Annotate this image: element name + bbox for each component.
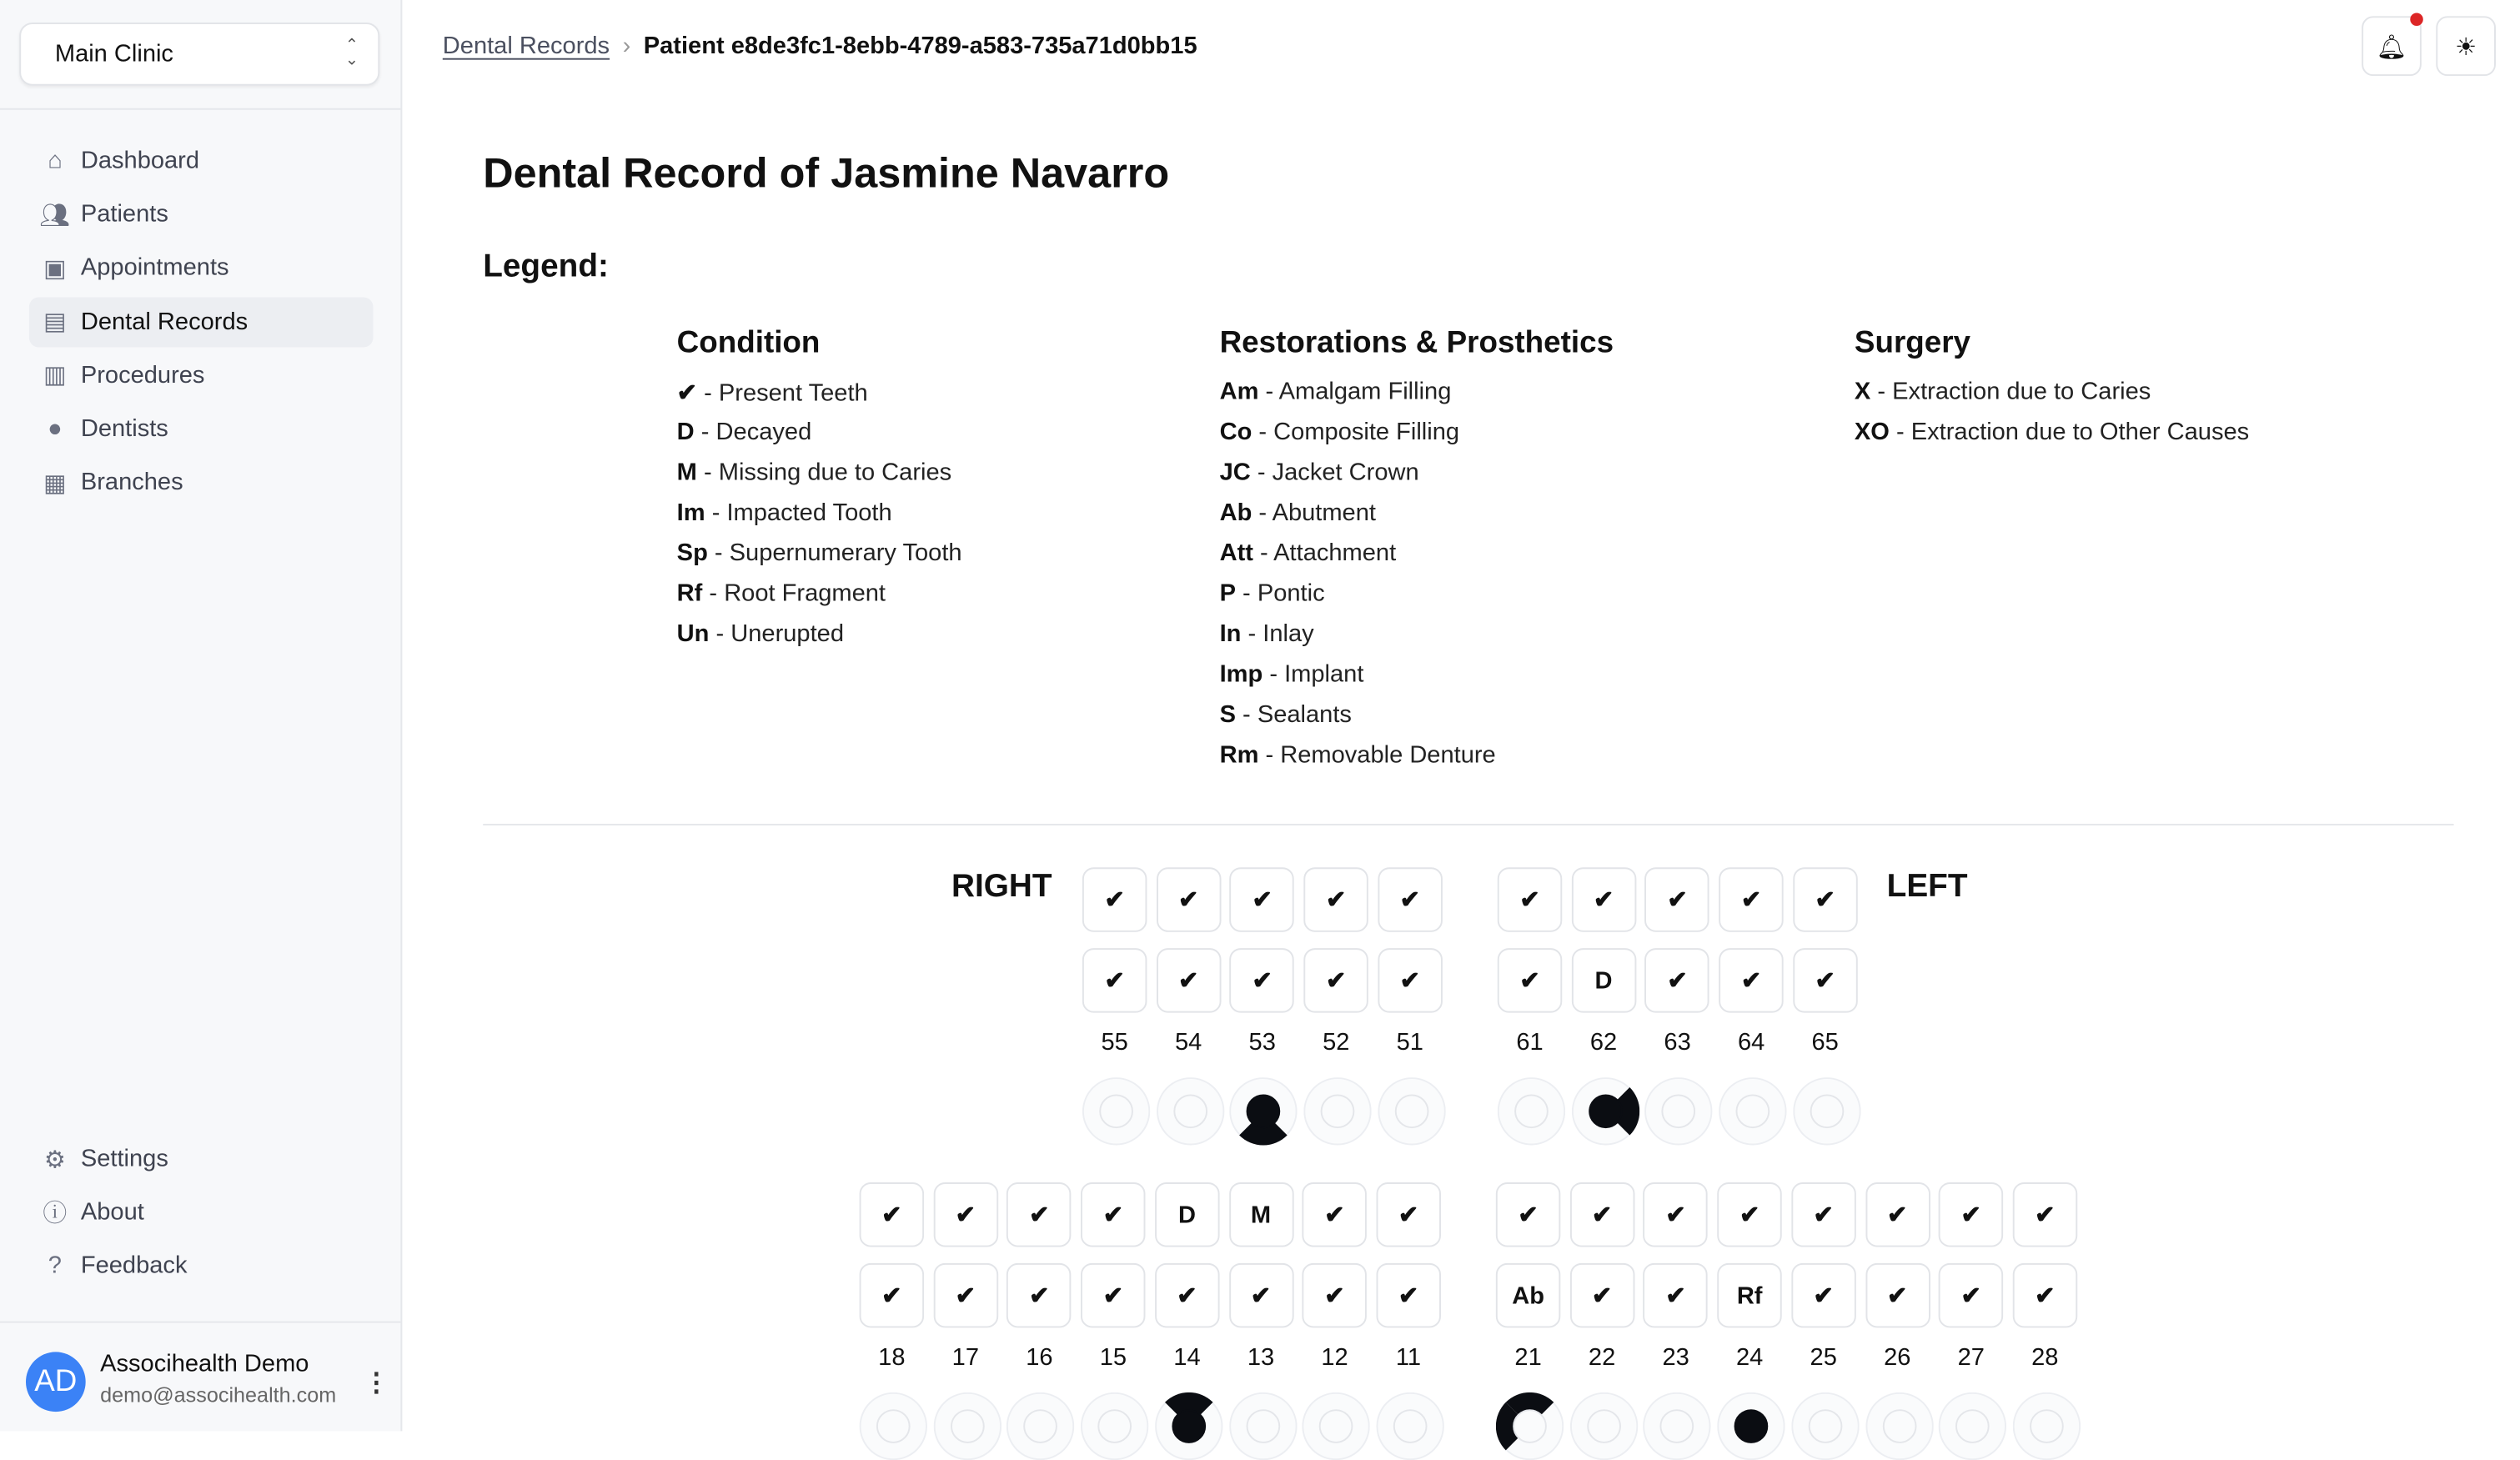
tooth-restoration-box[interactable]: ✔ — [1645, 948, 1709, 1012]
surface-center[interactable] — [1810, 1095, 1843, 1127]
legend-description: Extraction due to Other Causes — [1910, 418, 2250, 446]
tooth-status-box[interactable]: ✔ — [1303, 1182, 1367, 1247]
tooth-surface-diagram[interactable] — [1498, 1077, 1565, 1145]
legend-code: Sp — [676, 539, 708, 567]
tooth-status-box[interactable]: ✔ — [1793, 867, 1857, 931]
tooth-number: 17 — [951, 1343, 980, 1372]
tooth-status-box[interactable]: ✔ — [1865, 1182, 1929, 1247]
legend-code: Imp — [1219, 660, 1263, 689]
sidebar-item-dashboard[interactable] — [29, 136, 374, 186]
legend-code: XO — [1854, 418, 1890, 446]
legend-item: Rf - Root Fragment — [676, 579, 886, 608]
tooth-25 — [1791, 1182, 1855, 1460]
breadcrumb-current: Patient e8de3fc1-8ebb-4789-a583-735a71d0bb15 — [643, 32, 1197, 60]
sidebar — [0, 0, 402, 1431]
tooth-status-box[interactable]: ✔ — [1156, 867, 1220, 931]
tooth-restoration-box[interactable]: ✔ — [1007, 1263, 1072, 1327]
sidebar-item-feedback[interactable] — [29, 1241, 374, 1291]
tooth-number: 52 — [1323, 1028, 1350, 1056]
tooth-status-box[interactable]: ✔ — [1644, 1182, 1708, 1247]
tooth-17 — [933, 1182, 997, 1460]
legend-code: M — [676, 459, 697, 487]
tooth-status-box[interactable]: ✔ — [1791, 1182, 1855, 1247]
tooth-restoration-box[interactable]: ✔ — [2013, 1263, 2077, 1327]
tooth-surface-diagram[interactable] — [1303, 1392, 1370, 1460]
divider — [0, 108, 400, 110]
sidebar-item-about[interactable] — [29, 1187, 374, 1237]
notification-dot — [2410, 13, 2422, 25]
document-icon: ▤ — [43, 309, 67, 337]
legend-code: Rf — [676, 579, 703, 608]
tooth-24 — [1717, 1182, 1781, 1460]
surface-center[interactable] — [1174, 1095, 1207, 1127]
left-side-label: LEFT — [1886, 869, 1968, 905]
legend-heading: Restorations & Prosthetics — [1219, 326, 1614, 360]
building-icon: ▦ — [43, 469, 67, 498]
tooth-23 — [1644, 1182, 1708, 1460]
surface-center[interactable] — [1809, 1410, 1841, 1442]
tooth-number: 24 — [1736, 1343, 1764, 1372]
sidebar-item-label: Procedures — [80, 361, 205, 389]
surface-center[interactable] — [877, 1410, 910, 1442]
legend-description: Unerupted — [730, 620, 845, 648]
page-title: Dental Record of Jasmine Navarro — [483, 148, 1170, 198]
tooth-61 — [1498, 867, 1562, 1145]
tooth-status-box[interactable]: ✔ — [1376, 1182, 1440, 1247]
tooth-number: 27 — [1957, 1343, 1985, 1372]
tooth-surface-diagram[interactable] — [1939, 1392, 2006, 1460]
tooth-number: 55 — [1101, 1028, 1128, 1056]
user-menu[interactable] — [26, 1350, 389, 1414]
surface-center[interactable] — [1956, 1410, 1989, 1442]
sidebar-item-settings[interactable] — [29, 1134, 374, 1184]
legend-item: Att - Attachment — [1219, 539, 1397, 567]
surface-center[interactable] — [1247, 1410, 1279, 1442]
tooth-number: 51 — [1396, 1028, 1423, 1056]
legend-item: S - Sealants — [1219, 700, 1352, 729]
sidebar-item-label: Branches — [80, 469, 183, 497]
tooth-number: 23 — [1662, 1343, 1689, 1372]
legend-description: Implant — [1284, 660, 1364, 689]
tooth-surface-diagram[interactable] — [933, 1392, 1001, 1460]
tooth-restoration-box[interactable]: ✔ — [1791, 1263, 1855, 1327]
avatar: AD — [26, 1352, 86, 1412]
tooth-status-box[interactable]: ✔ — [1230, 867, 1294, 931]
tooth-restoration-box[interactable]: ✔ — [1793, 948, 1857, 1012]
tooth-status-box[interactable]: ✔ — [1081, 1182, 1145, 1247]
legend-code: X — [1854, 378, 1871, 406]
notifications-button[interactable] — [2362, 16, 2422, 76]
sidebar-item-label: Appointments — [80, 253, 229, 282]
legend-item: Sp - Supernumerary Tooth — [676, 539, 962, 567]
sidebar-item-label: Dashboard — [80, 147, 200, 175]
legend-heading: Condition — [676, 326, 821, 360]
tooth-surface-diagram[interactable] — [1228, 1392, 1296, 1460]
legend-description: Sealants — [1257, 700, 1352, 729]
tooth-restoration-box[interactable]: ✔ — [1569, 1263, 1634, 1327]
tooth-number: 26 — [1884, 1343, 1911, 1372]
legend-description: Jacket Crown — [1272, 459, 1419, 487]
legend-description: Abutment — [1272, 499, 1376, 527]
tooth-status-box[interactable]: ✔ — [1082, 867, 1147, 931]
legend-item: M - Missing due to Caries — [676, 459, 952, 487]
tooth-surface-diagram[interactable] — [1007, 1392, 1075, 1460]
legend-description: Attachment — [1273, 539, 1397, 567]
tooth-number: 61 — [1516, 1028, 1544, 1056]
legend-item: JC - Jacket Crown — [1219, 459, 1419, 487]
tooth-surface-diagram[interactable] — [1569, 1392, 1637, 1460]
legend-item: X - Extraction due to Caries — [1854, 378, 2151, 406]
tooth-number: 13 — [1247, 1343, 1275, 1372]
tooth-restoration-box[interactable]: ✔ — [1939, 1263, 2003, 1327]
tooth-21 — [1496, 1182, 1560, 1460]
legend-code: Rm — [1219, 741, 1259, 770]
legend-description: Impacted Tooth — [726, 499, 892, 527]
legend-description: Pontic — [1257, 579, 1325, 608]
breadcrumb — [443, 33, 1197, 60]
surface-center[interactable] — [1883, 1410, 1915, 1442]
tooth-surface-diagram[interactable] — [1717, 1392, 1785, 1460]
clinic-label: Main Clinic — [54, 40, 173, 68]
tooth-surface-diagram[interactable] — [1496, 1392, 1564, 1460]
sidebar-item-label: Dental Records — [80, 308, 248, 336]
tooth-number: 11 — [1395, 1343, 1422, 1372]
tooth-number: 63 — [1664, 1028, 1691, 1056]
breadcrumb-dental-records-link[interactable]: Dental Records — [442, 32, 610, 60]
legend-description: Root Fragment — [724, 579, 886, 608]
sidebar-item-procedures[interactable] — [29, 350, 374, 400]
tooth-restoration-box[interactable]: ✔ — [1155, 1263, 1219, 1327]
tooth-surface-diagram[interactable] — [1155, 1392, 1222, 1460]
tooth-surface-diagram[interactable] — [860, 1392, 927, 1460]
sidebar-item-dental-records[interactable] — [29, 297, 374, 347]
tooth-51 — [1378, 867, 1442, 1145]
tooth-restoration-box[interactable]: ✔ — [860, 1263, 924, 1327]
clipboard-icon: ▥ — [43, 362, 67, 390]
right-side-label: RIGHT — [951, 869, 1052, 905]
tooth-22 — [1569, 1182, 1634, 1460]
legend-code: S — [1219, 700, 1236, 729]
surface-center[interactable] — [951, 1410, 983, 1442]
legend-description: Inlay — [1263, 620, 1314, 648]
surface-center[interactable] — [1661, 1410, 1694, 1442]
chevron-up-down-icon: ⌃ ⌄ — [344, 37, 359, 70]
legend-item: ✔ - Present Teeth — [676, 379, 868, 408]
tooth-restoration-box[interactable]: Rf — [1717, 1263, 1781, 1327]
tooth-restoration-box[interactable]: ✔ — [1378, 948, 1442, 1012]
tooth-52 — [1304, 867, 1368, 1145]
surface-center[interactable] — [1735, 1410, 1768, 1442]
tooth-restoration-box[interactable]: ✔ — [1644, 1263, 1708, 1327]
tooth-surface-diagram[interactable] — [1791, 1392, 1859, 1460]
tooth-number: 62 — [1589, 1028, 1618, 1056]
tooth-restoration-box[interactable]: ✔ — [1303, 1263, 1367, 1327]
legend-item: Ab - Abutment — [1219, 499, 1376, 527]
legend-description: Present Teeth — [718, 379, 868, 408]
users-icon: 👥︎ — [39, 201, 71, 229]
tooth-number: 64 — [1737, 1028, 1765, 1056]
surface-center[interactable] — [1737, 1095, 1770, 1127]
legend-title: Legend: — [483, 248, 609, 284]
legend-item: In - Inlay — [1219, 620, 1314, 648]
legend-item: Co - Composite Filling — [1219, 418, 1460, 446]
legend-code: Co — [1219, 418, 1252, 446]
tooth-surface-diagram[interactable] — [1156, 1077, 1223, 1145]
tooth-14 — [1155, 1182, 1219, 1460]
sidebar-item-branches[interactable] — [29, 458, 374, 508]
surface-center[interactable] — [1025, 1410, 1057, 1442]
tooth-number: 65 — [1811, 1028, 1839, 1056]
legend-code: Att — [1219, 539, 1253, 567]
tooth-13 — [1228, 1182, 1293, 1460]
tooth-surface-diagram[interactable] — [1719, 1077, 1786, 1145]
tooth-status-box[interactable]: ✔ — [1498, 867, 1562, 931]
surface-center[interactable] — [2031, 1410, 2063, 1442]
legend-item: Imp - Implant — [1219, 660, 1364, 689]
tooth-surface-diagram[interactable] — [1082, 1077, 1150, 1145]
legend-description: Extraction due to Caries — [1892, 378, 2151, 406]
divider — [0, 1322, 400, 1323]
legend-code: Im — [676, 499, 705, 527]
tooth-62 — [1571, 867, 1635, 1145]
tooth-53 — [1230, 867, 1294, 1145]
sidebar-item-appointments[interactable] — [29, 243, 374, 293]
legend-description: Removable Denture — [1280, 741, 1496, 770]
sun-icon: ☀︎ — [2455, 33, 2477, 61]
sidebar-item-label: Patients — [80, 200, 168, 228]
gear-icon: ⚙ — [43, 1146, 66, 1174]
legend-item: Rm - Removable Denture — [1219, 741, 1496, 770]
calendar-icon: ▣ — [43, 254, 67, 283]
surface-center[interactable] — [1394, 1410, 1427, 1442]
legend-code: Un — [676, 620, 710, 648]
sidebar-item-label: About — [80, 1198, 144, 1227]
legend-code: JC — [1219, 459, 1251, 487]
legend-description: Decayed — [715, 418, 812, 446]
tooth-restoration-box[interactable]: ✔ — [1719, 948, 1783, 1012]
legend-item: Am - Amalgam Filling — [1219, 378, 1452, 406]
surface-center[interactable] — [1395, 1095, 1428, 1127]
sidebar-item-dentists[interactable] — [29, 404, 374, 454]
tooth-restoration-box[interactable]: ✔ — [1865, 1263, 1929, 1327]
legend-column — [1855, 326, 2249, 459]
tooth-surface-diagram[interactable] — [1304, 1077, 1372, 1145]
legend-code: Ab — [1219, 499, 1252, 527]
tooth-restoration-box[interactable]: ✔ — [1304, 948, 1368, 1012]
tooth-surface-diagram[interactable] — [1645, 1077, 1713, 1145]
sidebar-item-label: Settings — [80, 1145, 168, 1173]
tooth-status-box[interactable]: ✔ — [1717, 1182, 1781, 1247]
tooth-surface-diagram[interactable] — [1378, 1077, 1445, 1145]
tooth-64 — [1719, 867, 1783, 1145]
legend-code: P — [1219, 579, 1236, 608]
tooth-18 — [860, 1182, 924, 1460]
tooth-restoration-box[interactable]: ✔ — [1156, 948, 1220, 1012]
tooth-surface-diagram[interactable] — [1571, 1077, 1639, 1145]
tooth-28 — [2013, 1182, 2077, 1460]
tooth-surface-diagram[interactable] — [1865, 1392, 1932, 1460]
tooth-status-box[interactable]: ✔ — [1007, 1182, 1072, 1247]
surface-center[interactable] — [1322, 1095, 1354, 1127]
tooth-number: 53 — [1248, 1028, 1276, 1056]
tooth-surface-diagram[interactable] — [1793, 1077, 1860, 1145]
tooth-status-box[interactable]: M — [1228, 1182, 1293, 1247]
surface-center[interactable] — [1663, 1095, 1695, 1127]
tooth-number: 28 — [2031, 1343, 2059, 1372]
tooth-65 — [1793, 867, 1857, 1145]
tooth-status-box[interactable]: ✔ — [1569, 1182, 1634, 1247]
home-icon: ⌂ — [48, 147, 63, 175]
tooth-status-box[interactable]: ✔ — [1719, 867, 1783, 931]
tooth-status-box[interactable]: ✔ — [1378, 867, 1442, 931]
sidebar-item-patients[interactable] — [29, 189, 374, 239]
user-email: demo@associhealth.com — [100, 1382, 337, 1407]
tooth-63 — [1645, 867, 1709, 1145]
tooth-number: 12 — [1321, 1343, 1348, 1372]
tooth-restoration-box[interactable]: ✔ — [933, 1263, 997, 1327]
more-vertical-icon[interactable]: ⋮ — [363, 1369, 389, 1397]
tooth-restoration-box[interactable]: ✔ — [1081, 1263, 1145, 1327]
legend-code: In — [1219, 620, 1242, 648]
divider — [483, 824, 2453, 825]
tooth-restoration-box[interactable]: ✔ — [1228, 1263, 1293, 1327]
tooth-27 — [1939, 1182, 2003, 1460]
tooth-status-box[interactable]: ✔ — [1939, 1182, 2003, 1247]
legend-description: Composite Filling — [1273, 418, 1460, 446]
tooth-restoration-box[interactable]: ✔ — [1376, 1263, 1440, 1327]
surface-center[interactable] — [1172, 1410, 1205, 1442]
tooth-status-box[interactable]: ✔ — [1304, 867, 1368, 931]
legend-item: Un - Unerupted — [676, 620, 845, 648]
tooth-status-box[interactable]: ✔ — [1571, 867, 1635, 931]
tooth-restoration-box[interactable]: ✔ — [1230, 948, 1294, 1012]
tooth-restoration-box[interactable]: ✔ — [1082, 948, 1147, 1012]
tooth-number: 25 — [1810, 1343, 1837, 1372]
chevron-right-icon: › — [622, 32, 631, 60]
theme-toggle-button[interactable] — [2436, 16, 2496, 76]
tooth-number: 15 — [1099, 1343, 1127, 1372]
surface-center[interactable] — [1515, 1095, 1548, 1127]
tooth-12 — [1303, 1182, 1367, 1460]
tooth-11 — [1376, 1182, 1440, 1460]
tooth-status-box[interactable]: ✔ — [1496, 1182, 1560, 1247]
legend-column — [677, 326, 962, 660]
tooth-16 — [1007, 1182, 1072, 1460]
legend-description: Missing due to Caries — [718, 459, 952, 487]
tooth-number: 18 — [878, 1343, 906, 1372]
tooth-surface-diagram[interactable] — [1230, 1077, 1298, 1145]
tooth-restoration-box[interactable]: ✔ — [1498, 948, 1562, 1012]
legend-code: D — [676, 418, 695, 446]
sidebar-item-label: Feedback — [80, 1252, 188, 1280]
tooth-restoration-box[interactable]: Ab — [1496, 1263, 1560, 1327]
user-name: Associhealth Demo — [100, 1350, 309, 1378]
surface-center[interactable] — [1100, 1095, 1132, 1127]
legend-item: XO - Extraction due to Other Causes — [1854, 418, 2250, 446]
surface-center[interactable] — [1589, 1095, 1622, 1127]
legend-column — [1220, 326, 1614, 781]
tooth-status-box[interactable]: ✔ — [933, 1182, 997, 1247]
tooth-54 — [1156, 867, 1220, 1145]
legend-item: P - Pontic — [1219, 579, 1325, 608]
surface-center[interactable] — [1320, 1410, 1353, 1442]
legend-heading: Surgery — [1854, 326, 1971, 360]
tooth-surface-diagram[interactable] — [1081, 1392, 1148, 1460]
bell-icon: 🔔︎ — [2376, 33, 2407, 61]
tooth-surface-diagram[interactable] — [2013, 1392, 2081, 1460]
surface-center[interactable] — [1514, 1410, 1546, 1442]
sidebar-item-label: Dentists — [80, 414, 168, 443]
tooth-55 — [1082, 867, 1147, 1145]
tooth-status-box[interactable]: ✔ — [860, 1182, 924, 1247]
help-icon: ? — [48, 1252, 62, 1280]
tooth-restoration-box[interactable]: D — [1571, 948, 1635, 1012]
surface-center[interactable] — [1098, 1410, 1131, 1442]
info-icon: ⓘ — [43, 1200, 68, 1228]
tooth-surface-diagram[interactable] — [1376, 1392, 1443, 1460]
clinic-selector[interactable] — [19, 23, 379, 86]
surface-center[interactable] — [1247, 1095, 1280, 1127]
legend-code: ✔ — [676, 379, 698, 408]
legend-item: Im - Impacted Tooth — [676, 499, 892, 527]
tooth-15 — [1081, 1182, 1145, 1460]
tooth-number: 22 — [1588, 1343, 1616, 1372]
surface-center[interactable] — [1588, 1410, 1620, 1442]
tooth-26 — [1865, 1182, 1929, 1460]
tooth-number: 54 — [1175, 1028, 1202, 1056]
user-icon: ● — [48, 414, 63, 443]
legend-item: D - Decayed — [676, 418, 812, 446]
tooth-status-box[interactable]: ✔ — [2013, 1182, 2077, 1247]
legend-description: Supernumerary Tooth — [729, 539, 962, 567]
legend-code: Am — [1219, 378, 1259, 406]
tooth-number: 16 — [1026, 1343, 1053, 1372]
tooth-surface-diagram[interactable] — [1644, 1392, 1711, 1460]
tooth-status-box[interactable]: D — [1155, 1182, 1219, 1247]
tooth-number: 21 — [1514, 1343, 1542, 1372]
legend-description: Amalgam Filling — [1278, 378, 1452, 406]
tooth-status-box[interactable]: ✔ — [1645, 867, 1709, 931]
tooth-number: 14 — [1173, 1343, 1201, 1372]
